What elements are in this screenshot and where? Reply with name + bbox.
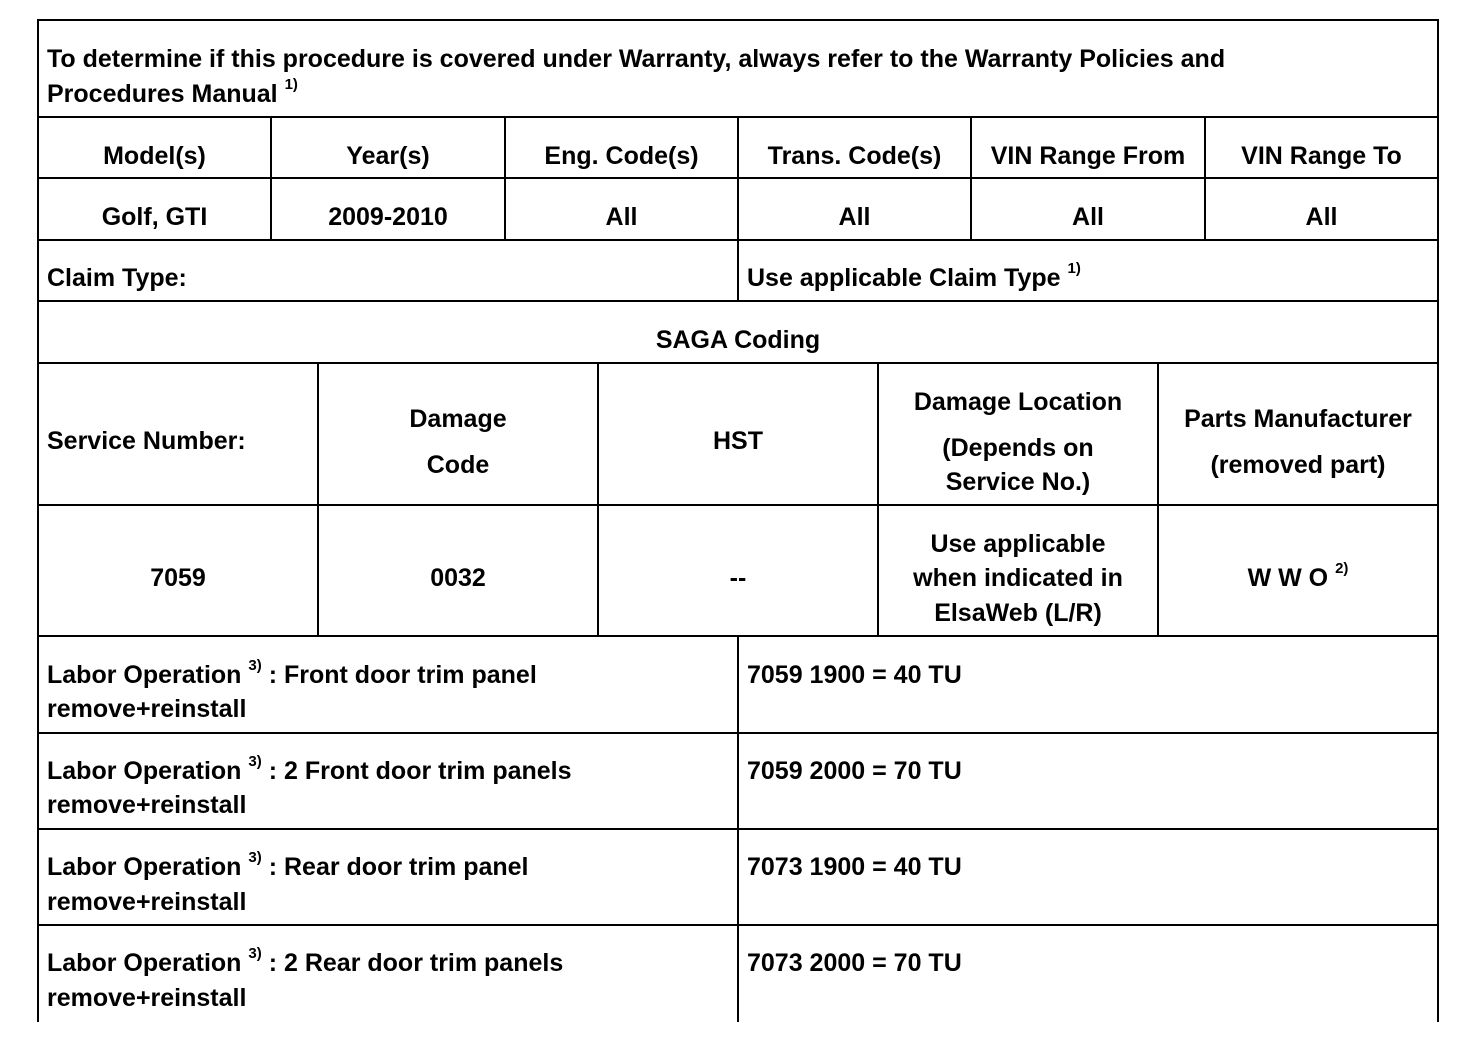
value-models: Golf, GTI xyxy=(101,203,208,231)
footnote-marker: 3) xyxy=(248,752,262,770)
footnote-marker: 2) xyxy=(1335,559,1349,577)
labor-operation-desc xyxy=(47,658,537,692)
header-service-number: Service Number: xyxy=(47,427,246,455)
header-vin-to: VIN Range To xyxy=(1241,142,1402,170)
footnote-marker: 1) xyxy=(1067,259,1081,277)
value-eng-codes: All xyxy=(605,203,638,231)
value-hst: -- xyxy=(729,564,747,592)
footnote-marker: 3) xyxy=(248,848,262,866)
claim-type-value xyxy=(747,261,1081,295)
rule xyxy=(737,635,739,1022)
warranty-notice-text: Procedures Manual xyxy=(47,80,278,108)
footnote-marker: 1) xyxy=(284,75,298,93)
value-damage-code: 0032 xyxy=(430,564,486,592)
footnote-marker: 3) xyxy=(248,656,262,674)
header-parts-manufacturer-line1: Parts Manufacturer xyxy=(1184,405,1412,433)
header-years: Year(s) xyxy=(346,142,430,170)
header-damage-location-line3: Service No.) xyxy=(945,468,1091,496)
labor-operation-text: : Rear door trim panel xyxy=(268,853,529,881)
rule xyxy=(37,19,1439,21)
labor-operation-desc2: remove+reinstall xyxy=(47,984,247,1012)
header-damage-code-line1: Damage xyxy=(409,405,507,433)
labor-operation-label: Labor Operation xyxy=(47,949,242,977)
header-vin-from: VIN Range From xyxy=(990,142,1186,170)
value-damage-location-line1: Use applicable xyxy=(930,530,1106,558)
saga-coding-title: SAGA Coding xyxy=(655,326,821,354)
value-vin-from: All xyxy=(1072,203,1104,231)
labor-operation-desc2: remove+reinstall xyxy=(47,888,247,916)
header-damage-code-line2: Code xyxy=(426,451,490,479)
header-trans-codes: Trans. Code(s) xyxy=(767,142,942,170)
labor-operation-desc2: remove+reinstall xyxy=(47,695,247,723)
parts-manufacturer-text: W W O xyxy=(1247,564,1329,592)
value-damage-location-line3: ElsaWeb (L/R) xyxy=(934,599,1102,627)
labor-operation-code: 7073 1900 = 40 TU xyxy=(747,853,962,881)
rule xyxy=(597,362,599,637)
value-years: 2009-2010 xyxy=(328,203,448,231)
labor-operation-label: Labor Operation xyxy=(47,757,242,785)
labor-operation-desc2: remove+reinstall xyxy=(47,791,247,819)
header-damage-location-line1: Damage Location xyxy=(913,388,1123,416)
labor-operation-text: : Front door trim panel xyxy=(268,661,537,689)
labor-operation-text: : 2 Front door trim panels xyxy=(268,757,572,785)
labor-operation-code: 7073 2000 = 70 TU xyxy=(747,949,962,977)
labor-operation-desc xyxy=(47,850,528,884)
header-hst: HST xyxy=(713,427,763,455)
labor-operation-code: 7059 1900 = 40 TU xyxy=(747,661,962,689)
value-parts-manufacturer xyxy=(1159,561,1437,595)
warranty-notice-line2 xyxy=(47,77,298,111)
labor-operation-label: Labor Operation xyxy=(47,661,242,689)
labor-operation-label: Labor Operation xyxy=(47,853,242,881)
value-trans-codes: All xyxy=(838,203,871,231)
header-damage-location-line2: (Depends on xyxy=(942,434,1094,462)
value-vin-to: All xyxy=(1305,203,1338,231)
rule xyxy=(1437,19,1439,1022)
labor-operation-code: 7059 2000 = 70 TU xyxy=(747,757,962,785)
warranty-notice-line1: To determine if this procedure is covered under Warranty, always refer to the Warranty Policies and xyxy=(47,45,1226,73)
labor-operation-desc xyxy=(47,754,572,788)
footnote-marker: 3) xyxy=(248,944,262,962)
labor-operation-text: : 2 Rear door trim panels xyxy=(268,949,564,977)
rule xyxy=(37,504,1439,506)
value-service-number: 7059 xyxy=(150,564,206,592)
header-parts-manufacturer-line2: (removed part) xyxy=(1210,451,1386,479)
header-eng-codes: Eng. Code(s) xyxy=(544,142,699,170)
header-models: Model(s) xyxy=(103,142,206,170)
labor-operation-desc xyxy=(47,946,563,980)
value-damage-location-line2: when indicated in xyxy=(913,564,1123,592)
claim-type-label: Claim Type: xyxy=(47,264,187,292)
rule xyxy=(37,362,1439,364)
claim-type-text: Use applicable Claim Type xyxy=(747,264,1061,292)
